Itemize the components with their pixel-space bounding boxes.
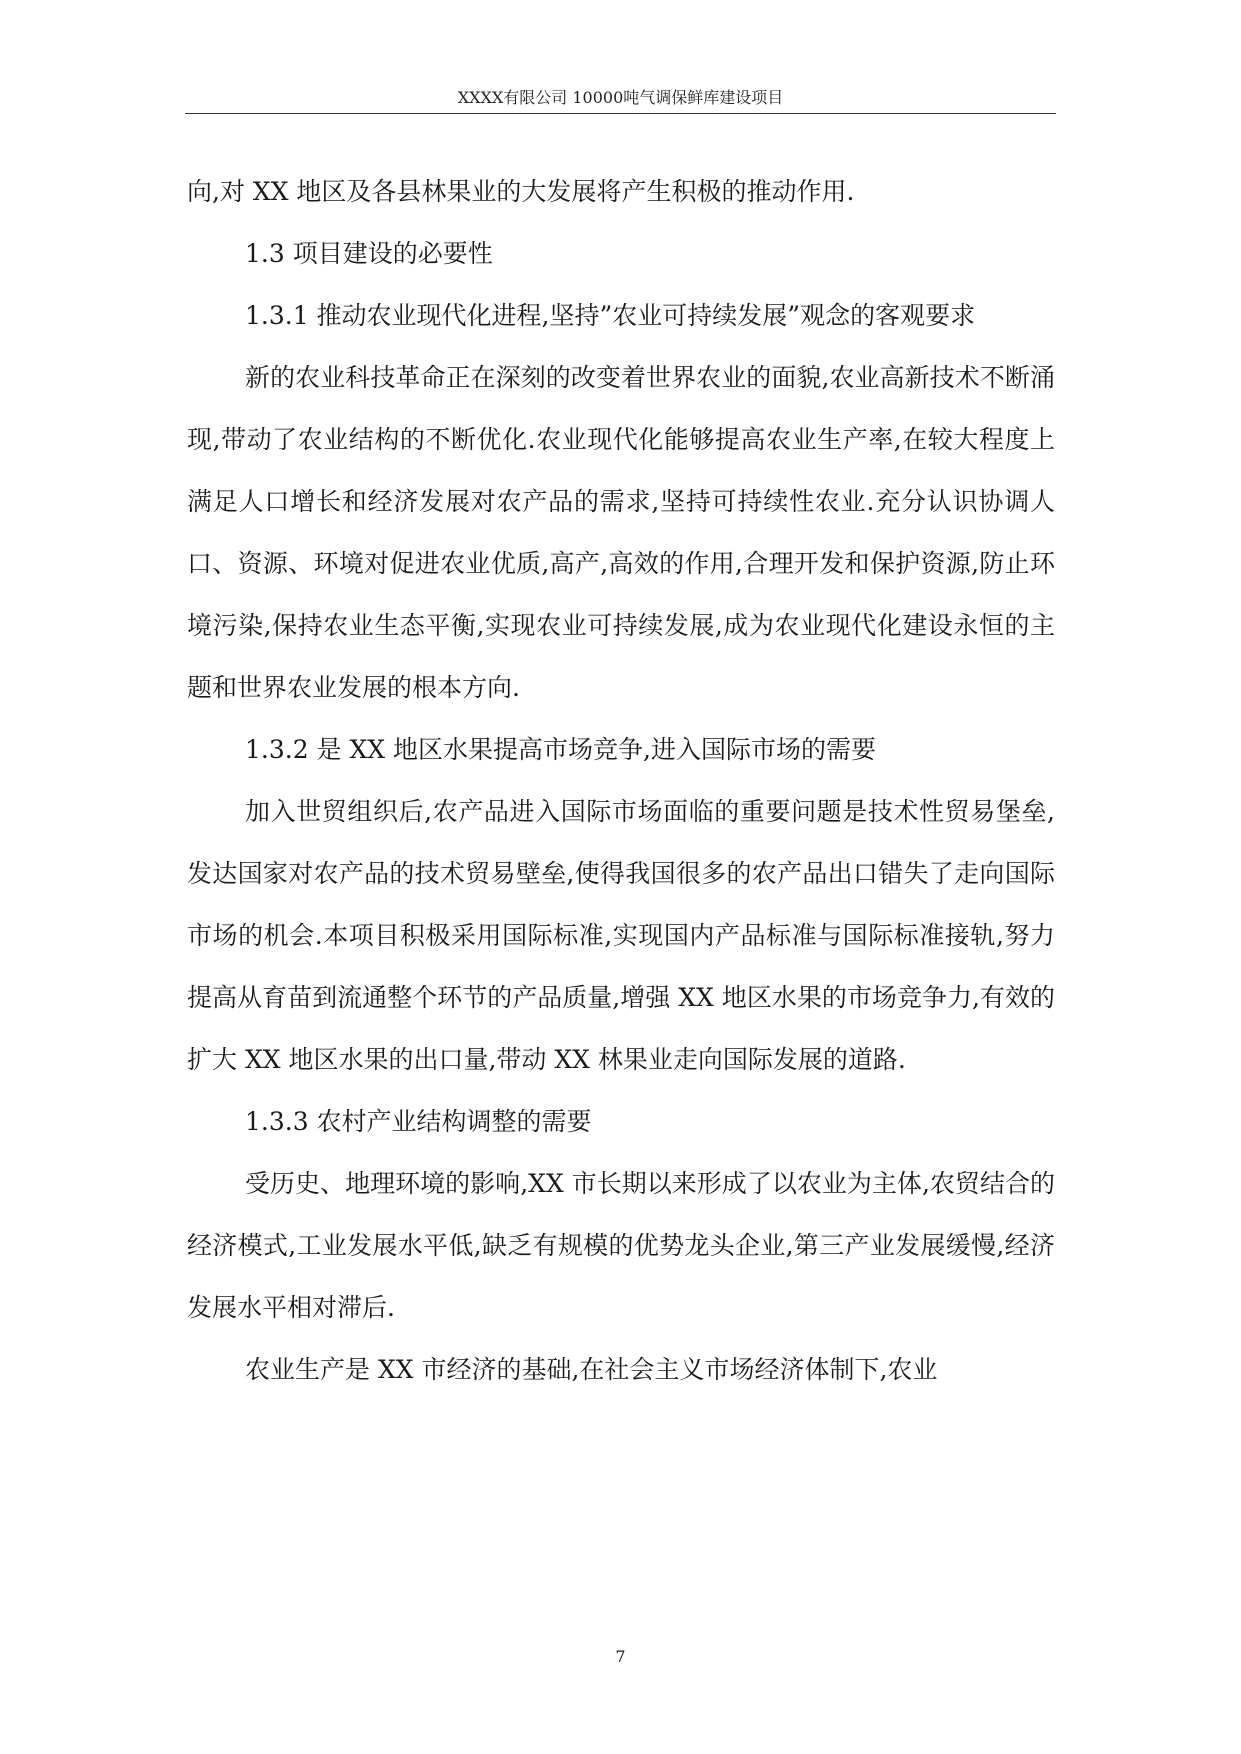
- page-number: 7: [615, 1647, 626, 1666]
- section-heading-1-3-2: 1.3.2 是 XX 地区水果提高市场竞争,进入国际市场的需要: [245, 735, 876, 764]
- document-body: [187, 161, 1055, 1401]
- header-divider: [185, 113, 1056, 114]
- section-heading-1-3-3: 1.3.3 农村产业结构调整的需要: [245, 1107, 592, 1136]
- paragraph: 加入世贸组织后,农产品进入国际市场面临的重要问题是技术性贸易堡垒,发达国家对农产品的技术贸易壁垒,使得我国很多的农产品出口错失了走向国际市场的机会.本项目积极采用国际标准,实现国内产品标准与国际标准接轨,努力提高从育苗到流通整个环节的产品质量,增强 XX 地区水果的市场竞争力,有效的扩大 XX 地区水果的出口量,带动 XX 林果业走向国际发展的道路.: [187, 797, 1055, 1074]
- paragraph: 农业生产是 XX 市经济的基础,在社会主义市场经济体制下,农业: [245, 1355, 938, 1384]
- paragraph-continuation: 向,对 XX 地区及各县林果业的大发展将产生积极的推动作用.: [187, 177, 855, 206]
- section-heading-1-3-1: 1.3.1 推动农业现代化进程,坚持”农业可持续发展”观念的客观要求: [245, 301, 976, 330]
- paragraph: 受历史、地理环境的影响,XX 市长期以来形成了以农业为主体,农贸结合的经济模式,工业发展水平低,缺乏有规模的优势龙头企业,第三产业发展缓慢,经济发展水平相对滞后.: [187, 1169, 1055, 1322]
- paragraph: 新的农业科技革命正在深刻的改变着世界农业的面貌,农业高新技术不断涌现,带动了农业结构的不断优化.农业现代化能够提高农业生产率,在较大程度上满足人口增长和经济发展对农产品的需求,坚持可持续性农业.充分认识协调人口、资源、环境对促进农业优质,高产,高效的作用,合理开发和保护资源,防止环境污染,保持农业生态平衡,实现农业可持续发展,成为农业现代化建设永恒的主题和世界农业发展的根本方向.: [187, 363, 1055, 702]
- section-heading-1-3: 1.3 项目建设的必要性: [245, 239, 493, 268]
- page-header: XXXX有限公司 10000吨气调保鲜库建设项目: [457, 88, 784, 107]
